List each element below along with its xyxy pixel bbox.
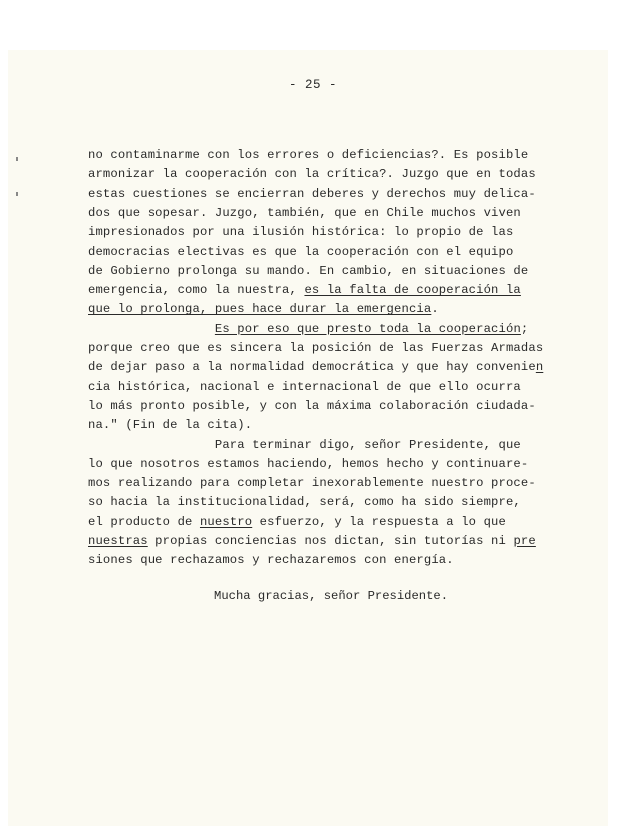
margin-mark xyxy=(16,157,18,161)
text-line xyxy=(88,185,536,203)
text-segment: . xyxy=(431,302,439,317)
text-segment xyxy=(88,322,215,336)
underlined-text: es la falta de cooperación la xyxy=(304,283,521,298)
text-line xyxy=(88,493,528,511)
text-segment: ; xyxy=(520,321,529,336)
text-segment: siones que rechazamos y rechazaremos con energía. xyxy=(88,553,454,568)
closing-line: Mucha gracias, señor Presidente. xyxy=(214,589,449,603)
text-line xyxy=(88,262,528,280)
text-segment: cia histórica, nacional e internacional de que ello ocurra xyxy=(88,379,521,394)
text-line xyxy=(88,204,528,222)
text-segment: mos realizando para completar inexorablemente nuestro proce- xyxy=(88,476,536,491)
text-line xyxy=(88,223,528,241)
text-line xyxy=(88,339,544,357)
text-segment: dos que sopesar. Juzgo, también, que en Chile muchos viven xyxy=(88,205,521,220)
text-segment: el producto de xyxy=(88,514,200,529)
text-segment: porque creo que es sincera la posición de las Fuerzas Armadas xyxy=(88,341,544,355)
text-segment: so hacia la institucionalidad, será, como ha sido siempre, xyxy=(88,495,521,510)
underlined-text: Es por eso que presto toda la cooperación xyxy=(214,321,521,336)
text-line xyxy=(88,532,536,550)
text-line xyxy=(88,320,528,338)
text-line xyxy=(88,358,544,376)
text-segment: armonizar la cooperación con la crítica?. Juzgo que en todas xyxy=(88,167,536,182)
text-line xyxy=(88,165,536,183)
text-line xyxy=(88,416,528,434)
text-segment: estas cuestiones se encierran deberes y derechos muy delica- xyxy=(88,186,536,201)
text-segment: lo más pronto posible, y con la máxima colaboración ciudada- xyxy=(88,398,536,413)
text-segment: lo que nosotros estamos haciendo, hemos hecho y continuare- xyxy=(88,456,529,471)
text-line xyxy=(88,436,528,454)
text-segment: esfuerzo, y la respuesta a lo que xyxy=(252,514,506,529)
text-segment: democracias electivas es que la cooperación con el equipo xyxy=(88,244,514,259)
text-segment: impresionados por una ilusión histórica: lo propio de las xyxy=(88,225,514,240)
text-line xyxy=(88,513,528,531)
underlined-text: pre xyxy=(513,534,536,548)
underlined-text: nuestras xyxy=(88,534,148,548)
margin-mark xyxy=(16,192,18,196)
underlined-text: n xyxy=(535,360,544,375)
text-line xyxy=(88,455,528,473)
text-segment: Para terminar digo, señor Presidente, que xyxy=(88,437,521,452)
text-line xyxy=(88,378,528,396)
text-line xyxy=(88,300,528,318)
underlined-text: que lo prolonga, pues hace durar la emergencia xyxy=(88,302,432,317)
text-segment: na." (Fin de la cita). xyxy=(88,418,253,433)
text-segment: emergencia, como la nuestra, xyxy=(88,283,305,298)
text-segment: propias conciencias nos dictan, sin tutorías ni xyxy=(147,534,514,548)
text-line xyxy=(88,243,528,261)
text-segment: de dejar paso a la normalidad democrática y que hay convenie xyxy=(88,360,536,375)
text-segment: de Gobierno prolonga su mando. En cambio, en situaciones de xyxy=(88,263,529,278)
text-line xyxy=(88,474,536,492)
text-segment: no contaminarme con los errores o deficiencias?. Es posible xyxy=(88,148,529,162)
text-line xyxy=(88,551,528,569)
text-line xyxy=(88,146,528,164)
underlined-text: nuestro xyxy=(199,514,253,529)
page-number: - 25 - xyxy=(288,78,337,92)
text-line xyxy=(88,281,528,299)
text-line xyxy=(88,397,536,415)
